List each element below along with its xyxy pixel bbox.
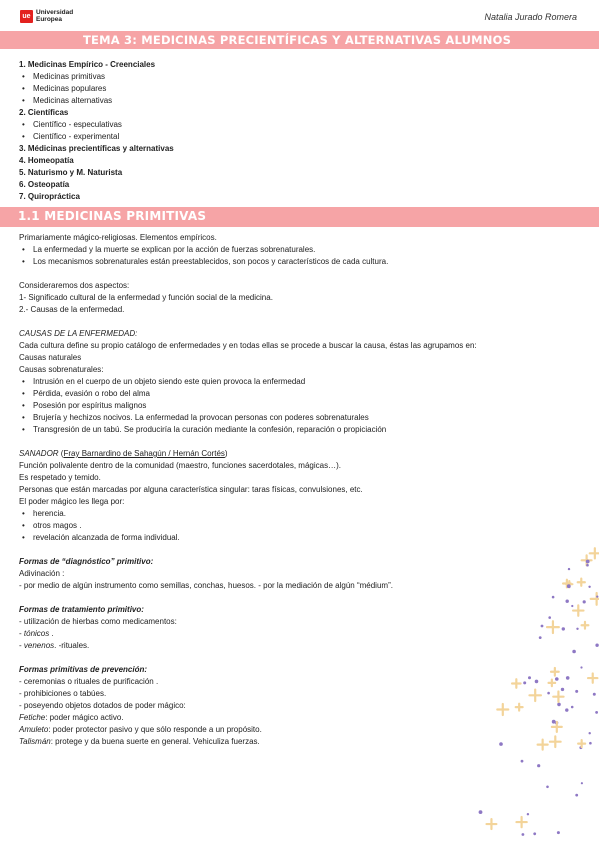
- decor-dot: [552, 720, 556, 724]
- index-item: 3. Médicinas precientíficas y alternativas: [19, 144, 174, 153]
- decor-dot: [557, 703, 561, 707]
- prevention-line: - poseyendo objetos dotados de poder mágico:: [19, 701, 186, 710]
- decor-cross: [573, 605, 583, 615]
- healer-bullet: • revelación alcanzada de forma individual.: [19, 532, 584, 544]
- healer-heading: SANADOR: [19, 449, 59, 458]
- decor-dot: [571, 605, 573, 607]
- decor-dot: [575, 690, 578, 693]
- decor-cross: [512, 679, 520, 687]
- index-item: 4. Homeopatía: [19, 156, 74, 165]
- causes-natural: Causas naturales: [19, 353, 82, 362]
- decor-dot: [552, 596, 555, 599]
- decor-cross: [497, 704, 508, 715]
- decor-dot: [565, 708, 568, 711]
- decor-dot: [499, 742, 503, 746]
- aspect-item: 2.- Causas de la enfermedad.: [19, 305, 125, 314]
- decor-cross: [487, 819, 497, 829]
- diagnosis-line: - por medio de algún instrumento como semillas, conchas, huesos. - por la mediación de algún “médium”.: [19, 581, 393, 590]
- decor-dot: [547, 692, 550, 695]
- decor-cross: [578, 579, 585, 586]
- decor-dot: [566, 676, 570, 680]
- decor-dot: [571, 706, 574, 709]
- decorative-pattern: [469, 538, 599, 848]
- index-subitem: • Medicinas primitivas: [19, 71, 174, 83]
- decor-cross: [538, 740, 548, 750]
- decor-dot: [568, 568, 570, 570]
- decor-dot: [528, 676, 531, 679]
- aspect-item: 1- Significado cultural de la enfermedad y función social de la medicina.: [19, 293, 273, 302]
- diagnosis-heading: Formas de “diagnóstico” primitivo:: [19, 557, 154, 566]
- decor-dot: [523, 681, 526, 684]
- decor-dot: [562, 627, 565, 630]
- decor-dot: [541, 625, 544, 628]
- section-title: 1.1 MEDICINAS PRIMITIVAS: [18, 209, 207, 223]
- decor-dot: [593, 693, 596, 696]
- decor-cross: [551, 668, 559, 676]
- decor-dot: [595, 711, 598, 714]
- title-banner: [0, 31, 599, 49]
- decor-dot: [583, 600, 586, 603]
- index-item: 5. Naturismo y M. Naturista: [19, 168, 123, 177]
- decor-dot: [548, 616, 551, 619]
- healer-line: Función polivalente dentro de la comunidad (maestro, funciones sacerdotales, mágicas…).: [19, 461, 341, 470]
- intro-bullet: • La enfermedad y la muerte se explican por la acción de fuerzas sobrenaturales.: [19, 244, 584, 256]
- index-subitem: • Científico - experimental: [19, 131, 174, 143]
- cause-bullet: • Pérdida, evasión o robo del alma: [19, 388, 584, 400]
- healer-paren-open: (: [60, 449, 64, 458]
- treatment-heading: Formas de tratamiento primitivo:: [19, 605, 144, 614]
- decor-dot: [557, 831, 560, 834]
- section-banner: [0, 207, 599, 227]
- prevention-heading: Formas primitivas de prevención:: [19, 665, 148, 674]
- prevention-line: - ceremonias o rituales de purificación .: [19, 677, 159, 686]
- healer-line: Personas que están marcadas por alguna característica singular: taras físicas, convulsiones, etc.: [19, 485, 363, 494]
- index-item: 7. Quiropráctica: [19, 192, 80, 201]
- cause-bullet: • Intrusión en el cuerpo de un objeto siendo este quien provoca la enfermedad: [19, 376, 584, 388]
- intro-bullet: • Los mecanismos sobrenaturales están preestablecidos, son pocos y característicos de cada cultura.: [19, 256, 584, 268]
- treatment-line: - tónicos .: [19, 629, 54, 638]
- cause-bullet: • Brujería y hechizos nocivos. La enfermedad la provocan personas con poderes sobrenaturales: [19, 412, 584, 424]
- page-title: TEMA 3: MEDICINAS PRECIENTÍFICAS Y ALTERNATIVAS ALUMNOS: [83, 33, 512, 47]
- healer-bullet: • herencia.: [19, 508, 584, 520]
- decor-cross: [588, 673, 597, 682]
- index-subitem: • Medicinas populares: [19, 83, 174, 95]
- definition-talisman: Talismán: protege y da buena suerte en general. Vehiculiza fuerzas.: [19, 737, 260, 746]
- decor-dot: [555, 677, 559, 681]
- decor-dot: [586, 564, 589, 567]
- healer-line: El poder mágico les llega por:: [19, 497, 125, 506]
- decor-dot: [527, 813, 529, 815]
- decor-dot: [533, 832, 536, 835]
- decor-dot: [539, 636, 542, 639]
- decor-dot: [567, 584, 571, 588]
- index-item: 2. Científicas: [19, 108, 69, 117]
- decor-cross: [516, 817, 526, 827]
- index-item: 6. Osteopatía: [19, 180, 70, 189]
- healer-line: Es respetado y temido.: [19, 473, 101, 482]
- logo-line-2: Europea: [36, 15, 63, 23]
- decor-dot: [589, 742, 592, 745]
- causes-heading: CAUSAS DE LA ENFERMEDAD:: [19, 329, 138, 338]
- page-header: [0, 0, 599, 30]
- diagnosis-line: Adivinación :: [19, 569, 65, 578]
- decor-dot: [575, 794, 578, 797]
- decor-cross: [516, 704, 523, 711]
- index-subitem: • Medicinas alternativas: [19, 95, 174, 107]
- decor-dot: [580, 666, 582, 668]
- treatment-line: - utilización de hierbas como medicamentos:: [19, 617, 177, 626]
- decor-dot: [561, 688, 564, 691]
- logo-mark: ue: [20, 10, 33, 23]
- decor-cross: [582, 622, 589, 629]
- decor-dot: [546, 786, 549, 789]
- healer-bullet: • otros magos .: [19, 520, 584, 532]
- decor-cross: [553, 692, 563, 702]
- decor-dot: [537, 764, 540, 767]
- university-logo: [20, 10, 73, 23]
- decor-dot: [588, 586, 590, 588]
- intro-line: Primariamente mágico-religiosas. Elementos empíricos.: [19, 233, 217, 242]
- cause-bullet: • Transgresión de un tabú. Se produciría la curación mediante la confesión, reparación o propiciación: [19, 424, 584, 436]
- index-item: 1. Medicinas Empírico - Creenciales: [19, 60, 156, 69]
- definition-fetiche: Fetiche: poder mágico activo.: [19, 713, 124, 722]
- decor-dot: [581, 782, 583, 784]
- decor-cross: [591, 593, 599, 605]
- decor-dot: [522, 833, 525, 836]
- decor-dot: [595, 644, 598, 647]
- causes-text: Cada cultura define su propio catálogo de enfermedades y en todas ellas se procede a buscar la causa, éstas las agrupamos en:: [19, 341, 477, 350]
- definition-amuleto: Amuleto: poder protector pasivo y que sólo responde a un propósito.: [19, 725, 262, 734]
- decor-dot: [566, 600, 569, 603]
- causes-supernatural: Causas sobrenaturales:: [19, 365, 104, 374]
- index-subitem: • Científico - especulativas: [19, 119, 174, 131]
- decor-dot: [576, 628, 578, 630]
- decor-cross: [549, 680, 556, 687]
- logo-line-1: Universidad: [36, 9, 74, 16]
- decor-cross: [578, 740, 585, 747]
- topic-index: [19, 59, 174, 203]
- healer-heading-line: [19, 448, 584, 460]
- decor-cross: [529, 690, 540, 701]
- treatment-line: - venenos. -rituales.: [19, 641, 90, 650]
- decor-dot: [596, 596, 598, 598]
- decor-dot: [521, 760, 524, 763]
- decor-dot: [589, 732, 591, 734]
- healer-paren-close: ): [224, 449, 228, 458]
- decor-dot: [535, 680, 539, 684]
- decor-dot: [572, 650, 576, 654]
- cause-bullet: • Posesión por espíritus malignos: [19, 400, 584, 412]
- aspects-line: Consideraremos dos aspectos:: [19, 281, 130, 290]
- decor-dot: [586, 560, 590, 564]
- decor-dot: [479, 810, 483, 814]
- author-name: Natalia Jurado Romera: [484, 12, 577, 22]
- decor-cross: [590, 548, 599, 558]
- prevention-line: - prohibiciones o tabúes.: [19, 689, 107, 698]
- decor-cross: [550, 736, 561, 747]
- decor-cross: [547, 621, 559, 633]
- healer-reference-link[interactable]: Fray Barnardino de Sahagún / Hernán Cortés: [63, 449, 225, 458]
